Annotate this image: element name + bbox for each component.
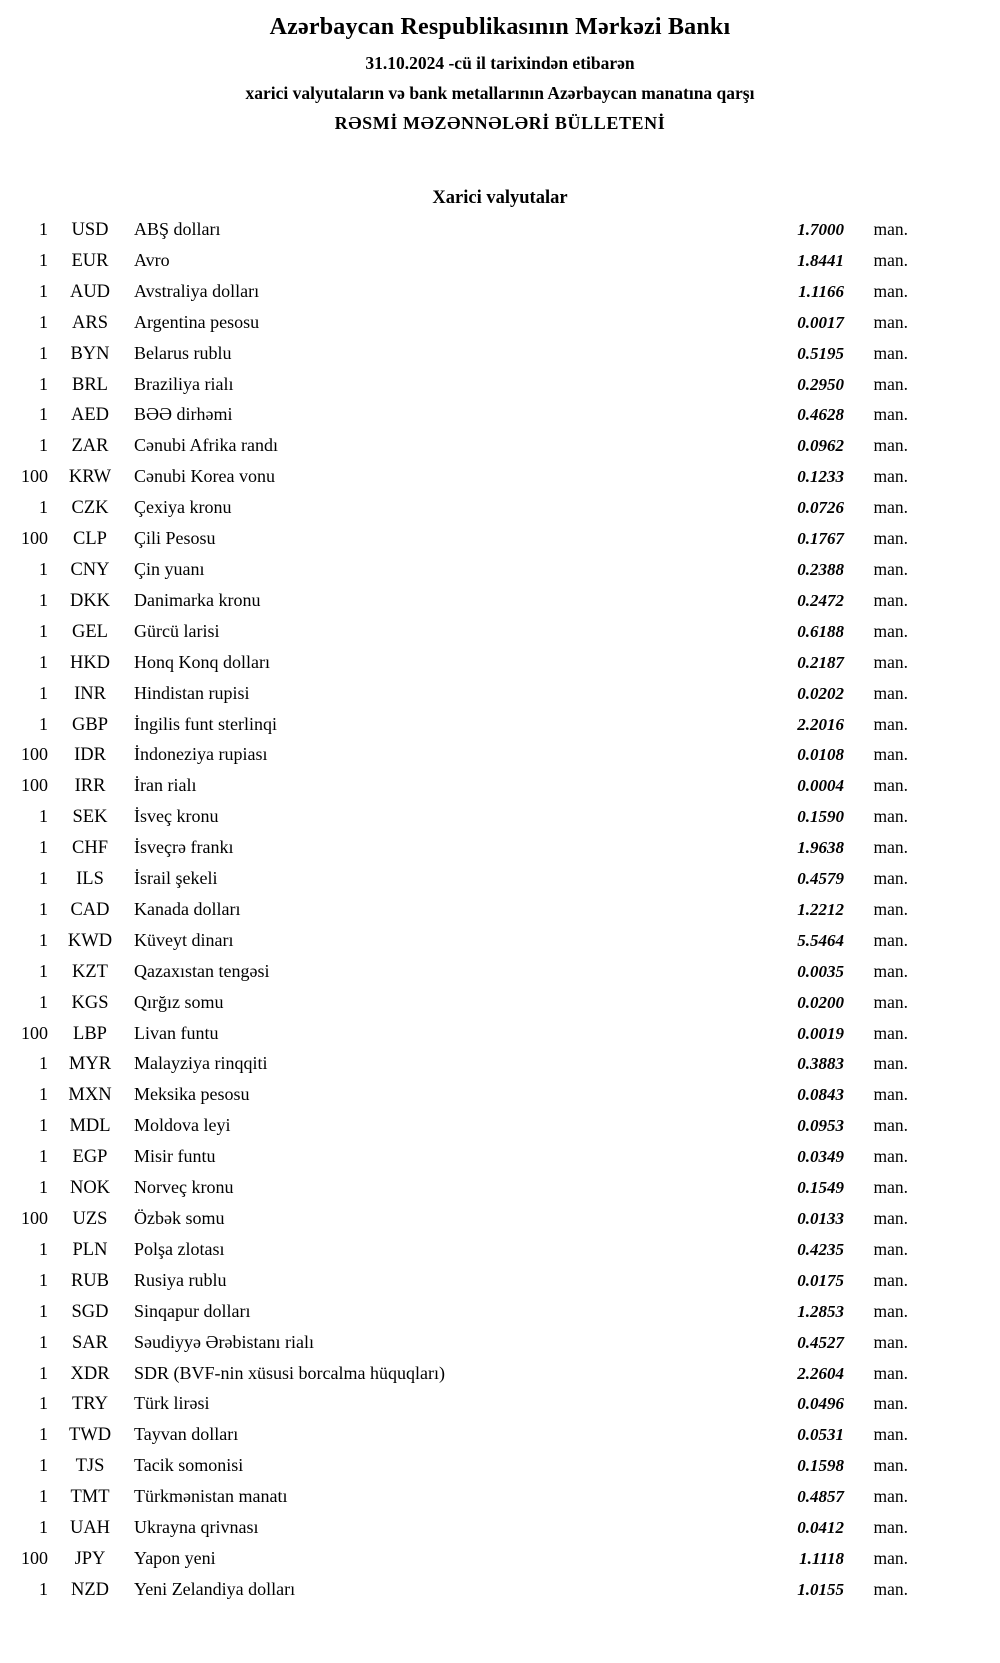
unit-cell: man. (873, 713, 908, 734)
rate-row (6, 710, 908, 741)
bulletin-title-line: RƏSMİ MƏZƏNNƏLƏRİ BÜLLETENİ (334, 113, 666, 133)
unit-cell: man. (873, 435, 908, 456)
rate-row (6, 246, 908, 277)
quantity-cell: 1 (39, 342, 48, 363)
quantity-cell: 1 (39, 589, 48, 610)
unit-cell: man. (873, 497, 908, 518)
unit-cell: man. (873, 1517, 908, 1538)
unit-cell: man. (873, 991, 908, 1012)
rate-row (6, 400, 908, 431)
rate-value-cell: 0.0017 (797, 312, 844, 332)
currency-name-cell: İndoneziya rupiası (134, 744, 268, 765)
unit-cell: man. (873, 960, 908, 981)
quantity-cell: 1 (39, 898, 48, 919)
rate-value-cell: 0.0843 (797, 1085, 844, 1105)
currency-name-cell: Türkmənistan manatı (134, 1486, 288, 1507)
rate-row (6, 586, 908, 617)
quantity-cell: 1 (39, 435, 48, 456)
rate-row (6, 1359, 908, 1390)
currency-code-cell: CLP (73, 529, 107, 550)
rate-row (6, 1482, 908, 1513)
currency-name-cell: Çexiya kronu (134, 497, 232, 518)
currency-name-cell: Danimarka kronu (134, 589, 261, 610)
rate-value-cell: 1.1118 (799, 1548, 844, 1568)
unit-cell: man. (873, 1115, 908, 1136)
quantity-cell: 100 (21, 1208, 48, 1228)
currency-code-cell: CNY (70, 559, 110, 580)
quantity-cell: 1 (39, 1517, 48, 1538)
rate-value-cell: 0.1767 (797, 529, 844, 549)
unit-cell: man. (873, 342, 908, 363)
unit-cell: man. (873, 466, 908, 487)
currency-name-cell: Özbək somu (134, 1208, 225, 1228)
currency-name-cell: Malayziya rinqqiti (134, 1053, 268, 1074)
quantity-cell: 100 (21, 744, 48, 765)
rate-row (6, 1389, 908, 1420)
currency-code-cell: MYR (68, 1054, 112, 1075)
currency-name-cell: Qazaxıstan tengəsi (134, 960, 270, 981)
rate-value-cell: 0.0349 (797, 1147, 844, 1167)
currency-name-cell: Avstraliya dolları (134, 280, 260, 301)
rate-row (6, 1544, 908, 1575)
currency-code-cell: CHF (72, 838, 108, 859)
currency-code-cell: SAR (72, 1332, 108, 1353)
currency-code-cell: EGP (72, 1147, 108, 1168)
rate-value-cell: 1.8441 (797, 250, 844, 270)
currency-code-cell: EUR (71, 250, 109, 271)
quantity-cell: 1 (39, 280, 48, 301)
currency-code-cell: INR (74, 683, 106, 704)
unit-cell: man. (873, 806, 908, 827)
unit-cell: man. (873, 1053, 908, 1074)
currency-code-cell: HKD (69, 652, 111, 673)
quantity-cell: 1 (39, 1362, 48, 1383)
quantity-cell: 1 (39, 1053, 48, 1074)
rate-value-cell: 0.0175 (797, 1270, 844, 1290)
currency-name-cell: İsveçrə frankı (134, 837, 234, 858)
quantity-cell: 100 (21, 1547, 48, 1568)
currency-code-cell: ILS (76, 869, 104, 890)
rate-row (6, 308, 908, 339)
unit-cell: man. (873, 868, 908, 889)
currency-code-cell: USD (71, 220, 109, 240)
currency-code-cell: RUB (70, 1270, 110, 1291)
quantity-cell: 1 (39, 1177, 48, 1198)
rate-row (6, 1420, 908, 1451)
quantity-cell: 1 (39, 219, 48, 239)
unit-cell: man. (873, 1146, 908, 1167)
unit-cell: man. (873, 558, 908, 579)
rate-value-cell: 0.2950 (797, 374, 844, 394)
currency-code-cell: IRR (74, 776, 106, 797)
unit-cell: man. (873, 651, 908, 672)
currency-code-cell: CAD (70, 899, 110, 920)
quantity-cell: 100 (21, 1022, 48, 1043)
unit-cell: man. (873, 1208, 908, 1228)
quantity-cell: 1 (39, 1300, 48, 1321)
rate-row (6, 1235, 908, 1266)
unit-cell: man. (873, 280, 908, 301)
rate-row (6, 431, 908, 462)
unit-cell: man. (873, 249, 908, 270)
rate-value-cell: 0.0726 (797, 498, 844, 518)
page-title: Azərbaycan Respublikasının Mərkəzi Bankı (269, 14, 731, 40)
currency-code-cell: NOK (69, 1178, 111, 1199)
unit-cell: man. (873, 682, 908, 703)
quantity-cell: 1 (39, 1393, 48, 1414)
currency-name-cell: Rusiya rublu (134, 1269, 227, 1290)
unit-cell: man. (873, 1393, 908, 1414)
currency-code-cell: GBP (72, 714, 108, 735)
rate-row (6, 1049, 908, 1080)
unit-cell: man. (873, 1486, 908, 1507)
rate-row (6, 740, 908, 771)
rate-value-cell: 0.4579 (797, 869, 844, 889)
currency-code-cell: KGS (71, 992, 109, 1013)
quantity-cell: 1 (39, 558, 48, 579)
rate-row (6, 988, 908, 1019)
rate-row (6, 1204, 908, 1235)
currency-code-cell: TRY (72, 1394, 108, 1415)
rate-row (6, 1575, 908, 1606)
currency-code-cell: BYN (70, 343, 110, 364)
currency-code-cell: PLN (72, 1239, 108, 1260)
quantity-cell: 1 (39, 868, 48, 889)
currency-name-cell: İran rialı (134, 775, 197, 796)
currency-name-cell: İsveç kronu (134, 806, 219, 827)
rate-value-cell: 0.4628 (797, 405, 844, 425)
rate-value-cell: 0.1598 (797, 1456, 844, 1476)
rates-table (6, 215, 908, 1606)
unit-cell: man. (873, 620, 908, 641)
rate-value-cell: 0.0108 (797, 745, 844, 765)
currency-name-cell: Polşa zlotası (134, 1238, 225, 1259)
rate-row (6, 926, 908, 957)
rate-value-cell: 0.4857 (797, 1487, 844, 1507)
currency-code-cell: BRL (72, 374, 108, 395)
rate-value-cell: 5.5464 (797, 930, 844, 950)
rate-value-cell: 0.2187 (797, 652, 844, 672)
subtitle-line: xarici valyutaların və bank metallarının Azərbaycan manatına qarşı (245, 83, 755, 103)
rate-value-cell: 0.0133 (797, 1209, 844, 1228)
rate-row (6, 1297, 908, 1328)
rate-value-cell: 1.7000 (797, 220, 844, 239)
currency-name-cell: Kanada dolları (134, 898, 241, 919)
quantity-cell: 1 (39, 713, 48, 734)
quantity-cell: 1 (39, 1455, 48, 1476)
rate-row (6, 462, 908, 493)
quantity-cell: 1 (39, 1578, 48, 1599)
rate-value-cell: 0.0035 (797, 961, 844, 981)
rate-row (6, 277, 908, 308)
currency-name-cell: Braziliya rialı (134, 373, 234, 394)
currency-name-cell: Cənubi Afrika randı (134, 435, 278, 456)
currency-name-cell: ABŞ dolları (134, 219, 221, 239)
rate-value-cell: 2.2016 (797, 714, 844, 734)
currency-name-cell: Yapon yeni (134, 1547, 216, 1568)
currency-code-cell: LBP (73, 1023, 107, 1044)
quantity-cell: 1 (39, 1269, 48, 1290)
rate-value-cell: 0.3883 (797, 1054, 844, 1074)
rate-row (6, 802, 908, 833)
effective-date-line: 31.10.2024 -cü il tarixindən etibarən (365, 53, 635, 73)
rate-value-cell: 0.0496 (797, 1394, 844, 1414)
unit-cell: man. (873, 1177, 908, 1198)
currency-name-cell: Moldova leyi (134, 1115, 231, 1136)
currency-name-cell: İsrail şekeli (134, 868, 218, 889)
unit-cell: man. (873, 898, 908, 919)
currency-name-cell: Səudiyyə Ərəbistanı rialı (134, 1331, 314, 1352)
currency-name-cell: Meksika pesosu (134, 1084, 250, 1105)
currency-code-cell: MXN (68, 1085, 112, 1106)
rate-row (6, 833, 908, 864)
currency-code-cell: JPY (74, 1548, 106, 1569)
rate-row (6, 215, 908, 246)
rate-value-cell: 0.0953 (797, 1116, 844, 1136)
quantity-cell: 1 (39, 991, 48, 1012)
currency-code-cell: CZK (71, 498, 109, 519)
currency-code-cell: SGD (71, 1301, 109, 1322)
rate-row (6, 339, 908, 370)
currency-code-cell: GEL (72, 621, 108, 642)
quantity-cell: 1 (39, 1486, 48, 1507)
currency-code-cell: KZT (72, 961, 108, 982)
rate-row (6, 679, 908, 710)
currency-name-cell: Norveç kronu (134, 1177, 234, 1198)
unit-cell: man. (873, 1269, 908, 1290)
quantity-cell: 1 (39, 1115, 48, 1136)
currency-code-cell: NZD (70, 1579, 110, 1600)
rate-row (6, 555, 908, 586)
quantity-cell: 1 (39, 960, 48, 981)
unit-cell: man. (873, 589, 908, 610)
rate-row (6, 370, 908, 401)
rate-value-cell: 0.0412 (797, 1518, 844, 1538)
rate-value-cell: 0.1233 (797, 467, 844, 487)
unit-cell: man. (873, 1362, 908, 1383)
currency-code-cell: KRW (68, 467, 112, 488)
unit-cell: man. (873, 528, 908, 549)
currency-name-cell: Ukrayna qrivnası (134, 1517, 259, 1538)
currency-code-cell: DKK (69, 590, 111, 611)
currency-name-cell: Tacik somonisi (134, 1455, 244, 1476)
unit-cell: man. (873, 775, 908, 796)
unit-cell: man. (873, 1455, 908, 1476)
rate-row (6, 1173, 908, 1204)
currency-name-cell: Honq Konq dolları (134, 651, 270, 672)
currency-code-cell: AED (70, 405, 110, 426)
rate-value-cell: 0.5195 (797, 343, 844, 363)
currency-name-cell: Argentina pesosu (134, 311, 260, 332)
currency-name-cell: Yeni Zelandiya dolları (134, 1578, 296, 1599)
quantity-cell: 1 (39, 806, 48, 827)
currency-code-cell: MDL (69, 1116, 111, 1137)
rate-value-cell: 0.4235 (797, 1239, 844, 1259)
currency-name-cell: BƏƏ dirhəmi (134, 404, 233, 425)
rate-row (6, 1111, 908, 1142)
unit-cell: man. (873, 1022, 908, 1043)
unit-cell: man. (873, 1084, 908, 1105)
rate-row (6, 771, 908, 802)
currency-name-cell: Küveyt dinarı (134, 929, 234, 950)
quantity-cell: 100 (21, 528, 48, 549)
currency-name-cell: Misir funtu (134, 1146, 216, 1167)
currency-name-cell: Tayvan dolları (134, 1424, 239, 1445)
rate-value-cell: 1.0155 (797, 1579, 844, 1599)
rate-row (6, 524, 908, 555)
rate-value-cell: 0.2472 (797, 590, 844, 610)
rate-row (6, 648, 908, 679)
currency-name-cell: Çin yuanı (134, 558, 205, 579)
quantity-cell: 100 (21, 775, 48, 796)
quantity-cell: 1 (39, 373, 48, 394)
unit-cell: man. (873, 311, 908, 332)
quantity-cell: 1 (39, 497, 48, 518)
unit-cell: man. (873, 837, 908, 858)
currency-code-cell: AUD (69, 281, 111, 302)
unit-cell: man. (873, 1547, 908, 1568)
rate-row (6, 957, 908, 988)
currency-name-cell: Livan funtu (134, 1022, 219, 1043)
currency-name-cell: Gürcü larisi (134, 620, 220, 641)
rate-row (6, 1266, 908, 1297)
currency-name-cell: Qırğız somu (134, 991, 224, 1012)
rate-value-cell: 1.9638 (797, 838, 844, 858)
currency-code-cell: XDR (70, 1363, 110, 1384)
rate-row (6, 1513, 908, 1544)
quantity-cell: 1 (39, 682, 48, 703)
rate-row (6, 864, 908, 895)
rate-value-cell: 0.2388 (797, 559, 844, 579)
rate-value-cell: 2.2604 (797, 1363, 844, 1383)
currency-code-cell: ZAR (71, 436, 109, 457)
currency-code-cell: SEK (72, 807, 108, 828)
rate-value-cell: 0.4527 (797, 1332, 844, 1352)
currency-code-cell: KWD (67, 930, 113, 951)
rate-value-cell: 1.2853 (797, 1301, 844, 1321)
rate-value-cell: 0.1590 (797, 807, 844, 827)
currency-name-cell: Belarus rublu (134, 342, 232, 363)
rate-value-cell: 0.0962 (797, 436, 844, 456)
currency-name-cell: Türk lirəsi (134, 1393, 210, 1414)
currency-name-cell: Çili Pesosu (134, 528, 216, 549)
currency-code-cell: TJS (75, 1456, 105, 1477)
quantity-cell: 1 (39, 249, 48, 270)
quantity-cell: 1 (39, 1146, 48, 1167)
rate-value-cell: 0.0200 (797, 992, 844, 1012)
quantity-cell: 1 (39, 1331, 48, 1352)
unit-cell: man. (873, 219, 908, 239)
currency-code-cell: ARS (72, 312, 108, 333)
currency-code-cell: UZS (72, 1209, 108, 1229)
currency-code-cell: IDR (74, 745, 106, 766)
rate-row (6, 1451, 908, 1482)
quantity-cell: 1 (39, 404, 48, 425)
quantity-cell: 1 (39, 620, 48, 641)
quantity-cell: 1 (39, 929, 48, 950)
rate-value-cell: 1.1166 (798, 281, 844, 301)
quantity-cell: 1 (39, 1084, 48, 1105)
unit-cell: man. (873, 929, 908, 950)
currency-name-cell: Avro (134, 249, 170, 270)
rate-value-cell: 0.0004 (797, 776, 844, 796)
quantity-cell: 100 (21, 466, 48, 487)
quantity-cell: 1 (39, 311, 48, 332)
rate-value-cell: 1.2212 (797, 899, 844, 919)
rate-row (6, 617, 908, 648)
currency-name-cell: Sinqapur dolları (134, 1300, 251, 1321)
currency-name-cell: Cənubi Korea vonu (134, 466, 275, 487)
currency-name-cell: SDR (BVF-nin xüsusi borcalma hüquqları) (134, 1362, 445, 1383)
rate-row (6, 1019, 908, 1050)
section-heading-foreign-currencies: Xarici valyutalar (432, 188, 568, 208)
unit-cell: man. (873, 1300, 908, 1321)
unit-cell: man. (873, 744, 908, 765)
unit-cell: man. (873, 1238, 908, 1259)
quantity-cell: 1 (39, 651, 48, 672)
unit-cell: man. (873, 1578, 908, 1599)
quantity-cell: 1 (39, 1424, 48, 1445)
unit-cell: man. (873, 1331, 908, 1352)
quantity-cell: 1 (39, 837, 48, 858)
unit-cell: man. (873, 404, 908, 425)
currency-code-cell: TWD (68, 1425, 112, 1446)
rate-value-cell: 0.0019 (797, 1023, 844, 1043)
rate-value-cell: 0.1549 (797, 1178, 844, 1198)
currency-name-cell: Hindistan rupisi (134, 682, 250, 703)
rate-value-cell: 0.0531 (797, 1425, 844, 1445)
unit-cell: man. (873, 1424, 908, 1445)
rate-value-cell: 0.6188 (797, 621, 844, 641)
rate-row (6, 1080, 908, 1111)
rate-row (6, 493, 908, 524)
rate-value-cell: 0.0202 (797, 683, 844, 703)
unit-cell: man. (873, 373, 908, 394)
rate-row (6, 895, 908, 926)
rate-row (6, 1142, 908, 1173)
rate-row (6, 1328, 908, 1359)
quantity-cell: 1 (39, 1238, 48, 1259)
currency-code-cell: TMT (70, 1487, 110, 1508)
currency-name-cell: İngilis funt sterlinqi (134, 713, 277, 734)
currency-code-cell: UAH (69, 1518, 111, 1539)
